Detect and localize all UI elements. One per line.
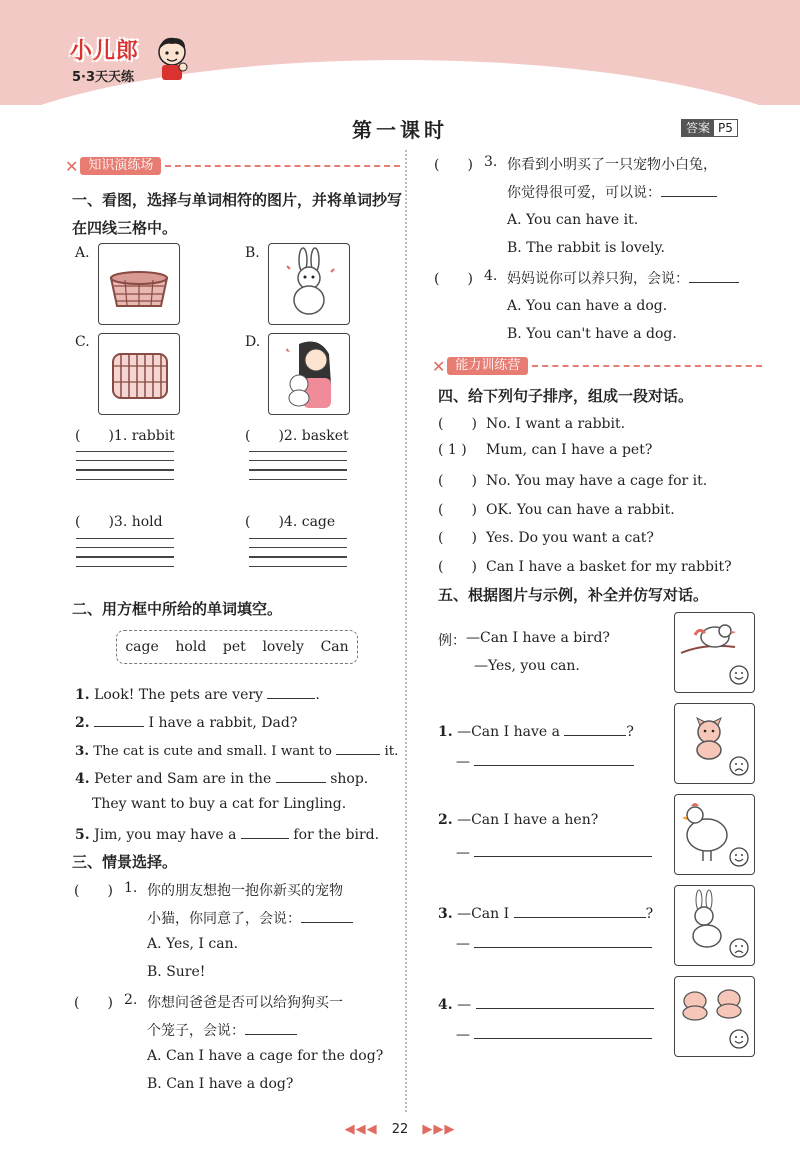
list-item [438, 470, 778, 499]
hen-picture [674, 794, 755, 875]
q5-item-3 [438, 903, 653, 922]
dog-icon [675, 977, 754, 1056]
item-number: 3. [438, 906, 453, 922]
option-b: B. You can't have a dog. [507, 326, 677, 342]
item-text: The cat is cute and small. I want to [93, 744, 332, 759]
pic-label-d: D. [245, 334, 261, 350]
column-divider [405, 150, 409, 1112]
answer-paren[interactable]: ( ) [434, 157, 473, 173]
item-text: Jim, you may have a [94, 827, 237, 843]
item-text-line2 [147, 1020, 297, 1040]
dogs-picture [674, 976, 755, 1057]
reply-dash: — [456, 1027, 470, 1043]
page-number: 22 [391, 1122, 409, 1137]
cat-icon [675, 704, 754, 783]
item-text-end: I have a rabbit, Dad? [148, 715, 298, 731]
sentence: No. I want a rabbit. [486, 416, 626, 432]
item-number: 2. [75, 715, 90, 731]
item-text-line [507, 268, 739, 288]
answer-blank[interactable] [474, 1024, 652, 1039]
prev-arrows-icon: ◀◀◀ [344, 1122, 378, 1137]
word-option: hold [175, 639, 207, 655]
item-text-line2 [147, 908, 353, 928]
list-item [438, 442, 778, 471]
item-text: 小猫，你同意了，会说： [147, 911, 301, 927]
order-paren[interactable]: ( ) [438, 558, 477, 575]
marker-icon: ✕ [432, 356, 446, 376]
option-b: B. The rabbit is lovely. [507, 240, 665, 256]
word-option: cage [125, 639, 159, 655]
question-text: —Can I have a [457, 724, 560, 740]
q2-item-5 [75, 824, 379, 843]
brand-series: 5·3天天练 [72, 70, 135, 85]
rabbit-picture [268, 243, 350, 325]
page-title: 第一课时 [352, 118, 448, 142]
item-text-line2 [507, 182, 717, 202]
bird-icon [675, 613, 754, 692]
reply-dash: — [456, 754, 470, 770]
cage-icon [99, 334, 179, 414]
question-text: —Can I [457, 906, 510, 922]
item-text: Look! The pets are very [94, 687, 263, 703]
item-text: 妈妈说你可以养只狗，会说： [507, 271, 689, 287]
item-text: 你想问爸爸是否可以给狗狗买一 [147, 995, 343, 1011]
answer-blank[interactable] [241, 824, 289, 839]
item-number: 1. [438, 724, 453, 740]
item-text-end: for the bird. [293, 827, 380, 843]
word-option: lovely [262, 639, 304, 655]
basket-icon [99, 244, 179, 324]
pic-label-c: C. [75, 334, 90, 350]
sentence: OK. You can have a rabbit. [486, 501, 675, 518]
answer-blank[interactable] [514, 903, 646, 918]
item-number: 4. [75, 771, 90, 787]
mascot-icon [152, 34, 192, 82]
item-text: 你觉得很可爱，可以说： [507, 185, 661, 201]
answer-blank[interactable] [474, 751, 634, 766]
q2-item-4-continued: They want to buy a cat for Lingling. [92, 796, 347, 812]
q3-title: 三、情景选择。 [72, 853, 178, 871]
example-label: 例： [438, 633, 466, 649]
list-item [438, 556, 778, 585]
answer-blank[interactable] [245, 1020, 297, 1035]
question-mark: ? [645, 906, 654, 922]
sentence: Can I have a basket for my rabbit? [486, 558, 732, 575]
girl-holding-cat-icon [269, 334, 349, 414]
four-line-grid[interactable] [76, 451, 174, 488]
section-label: 能力训练营 [447, 357, 528, 375]
reply-dash: — [456, 936, 470, 952]
item-number: 2. [438, 812, 453, 828]
q5-reply-1 [456, 751, 634, 770]
example-answer: —Yes, you can. [474, 658, 580, 674]
q2-item-4 [75, 768, 368, 787]
question-text: — [457, 997, 472, 1013]
q1-item-4: ( )4. cage [245, 514, 336, 530]
item-number: 4. [484, 268, 498, 284]
basket-picture [98, 243, 180, 325]
item-text: 你的朋友想抱一抱你新买的宠物 [147, 883, 343, 899]
item-text: 你看到小明买了一只宠物小白兔， [507, 157, 717, 173]
answer-blank[interactable] [276, 768, 326, 783]
q4-list [438, 413, 778, 584]
girl-holding-cat-picture [268, 333, 350, 415]
order-paren[interactable]: ( ) [438, 530, 477, 546]
list-item [438, 413, 778, 442]
q5-item-2 [438, 812, 598, 828]
sentence: Yes. Do you want a cat? [486, 530, 654, 546]
order-paren[interactable]: ( 1 ) [438, 441, 467, 458]
order-paren[interactable]: ( ) [438, 416, 477, 432]
example-question: —Can I have a bird? [466, 630, 610, 646]
q5-reply-4 [456, 1024, 652, 1043]
answer-blank[interactable] [336, 740, 380, 755]
option-b: B. Can I have a dog? [147, 1076, 294, 1092]
q2-item-3 [75, 740, 398, 759]
answer-paren[interactable]: ( ) [434, 271, 473, 287]
smile-icon [730, 666, 748, 684]
answer-blank[interactable] [474, 933, 652, 948]
list-item [438, 499, 778, 528]
item-number: 3. [75, 743, 89, 759]
item-number: 3. [484, 154, 498, 170]
answer-blank[interactable] [564, 721, 626, 736]
answer-blank[interactable] [474, 842, 652, 857]
q5-item-4 [438, 994, 654, 1013]
q1-item-3: ( )3. hold [75, 514, 163, 530]
reply-dash: — [456, 845, 470, 861]
option-a: A. You can have it. [507, 212, 639, 228]
item-number: 4. [438, 997, 453, 1013]
q5-item-1 [438, 721, 634, 740]
dashed-line [165, 165, 400, 167]
order-paren[interactable]: ( ) [438, 473, 477, 489]
pic-label-b: B. [245, 245, 260, 261]
option-a: A. Can I have a cage for the dog? [147, 1048, 384, 1064]
answer-blank[interactable] [689, 268, 739, 283]
option-a: A. You can have a dog. [507, 298, 668, 314]
question-mark: ? [626, 724, 634, 740]
item-text-end: shop. [330, 771, 369, 787]
item-text-end: it. [384, 744, 399, 759]
q1-item-2: ( )2. basket [245, 428, 349, 444]
q5-title: 五、根据图片与示例，补全并仿写对话。 [438, 586, 709, 604]
answer-blank[interactable] [301, 908, 353, 923]
item-text-end: . [315, 687, 320, 703]
answer-page: P5 [718, 121, 733, 135]
item-text: Peter and Sam are in the [94, 771, 272, 787]
bird-picture [674, 612, 755, 693]
answer-reference [681, 119, 738, 137]
section-banner-knowledge [65, 156, 400, 176]
question-text: —Can I have a hen? [457, 812, 599, 828]
sentence: No. You may have a cage for it. [486, 473, 708, 489]
section-label: 知识演练场 [80, 157, 161, 175]
rabbit-icon [675, 886, 754, 965]
option-b: B. Sure! [147, 964, 206, 980]
hen-icon [675, 795, 754, 874]
rabbit-icon [269, 244, 349, 324]
answer-blank[interactable] [267, 684, 315, 699]
answer-label: 答案 [682, 120, 714, 136]
cage-picture [98, 333, 180, 415]
four-line-grid[interactable] [76, 538, 174, 575]
section-banner-ability [432, 356, 762, 376]
cat-picture [674, 703, 755, 784]
dashed-line [532, 365, 762, 367]
q1-item-1: ( )1. rabbit [75, 428, 175, 444]
answer-blank[interactable] [94, 712, 144, 727]
rabbit-picture-small [674, 885, 755, 966]
option-a: A. Yes, I can. [147, 936, 239, 952]
q2-item-2 [75, 712, 297, 731]
q1-title: 一、看图，选择与单词相符的图片，并将单词抄写在四线三格中。 [72, 191, 403, 237]
sentence: Mum, can I have a pet? [486, 441, 653, 458]
item-text: 个笼子，会说： [147, 1023, 245, 1039]
item-number: 2. [124, 992, 138, 1008]
q2-title: 二、用方框中所给的单词填空。 [72, 600, 283, 618]
item-number: 1. [124, 880, 138, 896]
order-paren[interactable]: ( ) [438, 501, 477, 518]
four-line-grid[interactable] [249, 538, 347, 575]
pic-label-a: A. [75, 245, 90, 261]
word-box [116, 630, 358, 664]
brand-logo: 小儿郎 [70, 39, 140, 64]
q5-reply-2 [456, 842, 652, 861]
q5-reply-3 [456, 933, 652, 952]
answer-paren[interactable]: ( ) [74, 995, 113, 1011]
answer-blank[interactable] [661, 182, 717, 197]
list-item [438, 527, 778, 556]
answer-paren[interactable]: ( ) [74, 883, 113, 899]
marker-icon: ✕ [65, 156, 79, 176]
word-option: pet [222, 639, 246, 655]
item-number: 1. [75, 687, 90, 703]
page-footer [0, 1122, 800, 1137]
four-line-grid[interactable] [249, 451, 347, 488]
word-option: Can [320, 639, 349, 655]
answer-blank[interactable] [476, 994, 654, 1009]
q4-title: 四、给下列句子排序，组成一段对话。 [438, 387, 694, 405]
next-arrows-icon: ▶▶▶ [422, 1122, 456, 1137]
item-number: 5. [75, 827, 90, 843]
q2-item-1 [75, 684, 320, 703]
